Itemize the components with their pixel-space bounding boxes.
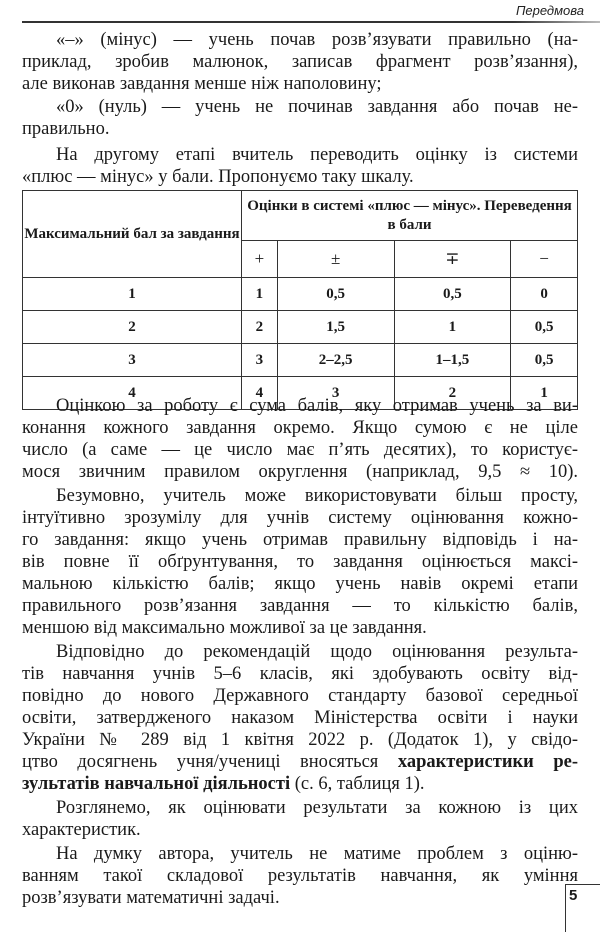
text-line: тів навчання учнів 5–6 класів, які здобувають освіту від- xyxy=(22,664,578,684)
text-line: На думку автора, учитель не матиме проблем з оціню- xyxy=(56,844,578,864)
subheader-minus-plus: ∓ xyxy=(394,241,511,278)
cell: 1 xyxy=(23,278,242,311)
text-line: повідно до нового Державного стандарту базової середньої xyxy=(22,686,578,706)
text-line: «–» (мінус) — учень почав розв’язувати правильно (на- xyxy=(56,30,578,50)
text-line: «плюс — мінус» у бали. Пропонуємо таку шкалу. xyxy=(22,167,414,187)
table-row xyxy=(23,278,578,311)
text-span: цтво досягнень учня/учениці вносяться xyxy=(22,752,398,772)
cell: 2 xyxy=(394,377,511,410)
bold-term: характеристики ре- xyxy=(397,752,579,772)
text-line: правильного розв’язання завдання — то кількістю балів, xyxy=(22,596,578,616)
text-line: конання кожного завдання окремо. Якщо сумою є не ціле xyxy=(22,418,578,438)
text-line: Безумовно, учитель може використовувати більш просту, xyxy=(56,486,578,506)
table-row xyxy=(23,311,578,344)
text-line: На другому етапі вчитель переводить оцінку із системи xyxy=(56,145,578,165)
text-line: освіти, затвердженого наказом Міністерства освіти і науки xyxy=(22,708,578,728)
text-line: «0» (нуль) — учень не починав завдання або почав не- xyxy=(56,97,578,117)
text-line: мальною кількістю балів; якщо учень навів окремі етапи xyxy=(22,574,578,594)
text-line xyxy=(22,773,578,795)
cell: 4 xyxy=(242,377,278,410)
table-row xyxy=(23,344,578,377)
cell: 0,5 xyxy=(511,311,578,344)
text-line: України № 289 від 1 квітня 2022 р. (Додаток 1), у свідо- xyxy=(22,730,578,750)
cell: 2–2,5 xyxy=(277,344,394,377)
text-line: правильно. xyxy=(22,119,110,139)
text-line: ванням такої складової результатів навчання, як уміння xyxy=(22,866,578,886)
cell: 1 xyxy=(242,278,278,311)
text-line: характеристик. xyxy=(22,820,141,840)
text-line: мося звичним правилом округлення (наприклад, 9,5 ≈ 10). xyxy=(22,462,578,482)
page-number-box xyxy=(565,884,600,932)
cell: 3 xyxy=(23,344,242,377)
header-rule xyxy=(22,21,600,23)
cell: 2 xyxy=(23,311,242,344)
cell: 0,5 xyxy=(277,278,394,311)
subheader-minus: − xyxy=(511,241,578,278)
text-line: Відповідно до рекомендацій щодо оцінювання результа- xyxy=(56,642,578,662)
subheader-plus: + xyxy=(242,241,278,278)
cell: 0 xyxy=(511,278,578,311)
subheader-plus-minus: ± xyxy=(277,241,394,278)
text-line: Розглянемо, як оцінювати результати за кожною із цих xyxy=(56,798,578,818)
cell: 3 xyxy=(277,377,394,410)
page-number: 5 xyxy=(569,887,578,904)
cell: 0,5 xyxy=(394,278,511,311)
bold-term: зультатів навчальної діяльності xyxy=(22,774,291,794)
text-line: приклад, зробив малюнок, записав фрагмент розв’язання), xyxy=(22,52,578,72)
text-line xyxy=(22,751,578,773)
text-span: (с. 6, таблиця 1). xyxy=(290,774,425,794)
cell: 1,5 xyxy=(277,311,394,344)
cell: 2 xyxy=(242,311,278,344)
col-header-max-score: Максимальний бал за завдання xyxy=(23,191,242,278)
text-line: вів повне її обґрунтування, то завдання оцінюється максі- xyxy=(22,552,578,572)
cell: 4 xyxy=(23,377,242,410)
cell: 1 xyxy=(511,377,578,410)
section-title: Передмова xyxy=(515,3,584,18)
cell: 1–1,5 xyxy=(394,344,511,377)
grading-table xyxy=(22,190,578,410)
cell: 1 xyxy=(394,311,511,344)
text-line: меншою від максимально можливої за це завдання. xyxy=(22,618,427,638)
text-line: але виконав завдання менше ніж наполовину; xyxy=(22,74,382,94)
text-line: інтуїтивно зрозумілу для учнів систему оцінювання кожно- xyxy=(22,508,578,528)
cell: 3 xyxy=(242,344,278,377)
text-line: розв’язувати математичні задачі. xyxy=(22,888,280,908)
text-line: го завдання: якщо учень отримав правильну відповідь і на- xyxy=(22,530,578,550)
cell: 0,5 xyxy=(511,344,578,377)
text-line: Оцінкою за роботу є сума балів, яку отримав учень за ви- xyxy=(56,396,578,416)
text-line: число (а саме — це число має п’ять десятих), то користує- xyxy=(22,440,578,460)
col-header-group: Оцінки в системі «плюс — мінус». Переведення в бали xyxy=(242,191,578,241)
